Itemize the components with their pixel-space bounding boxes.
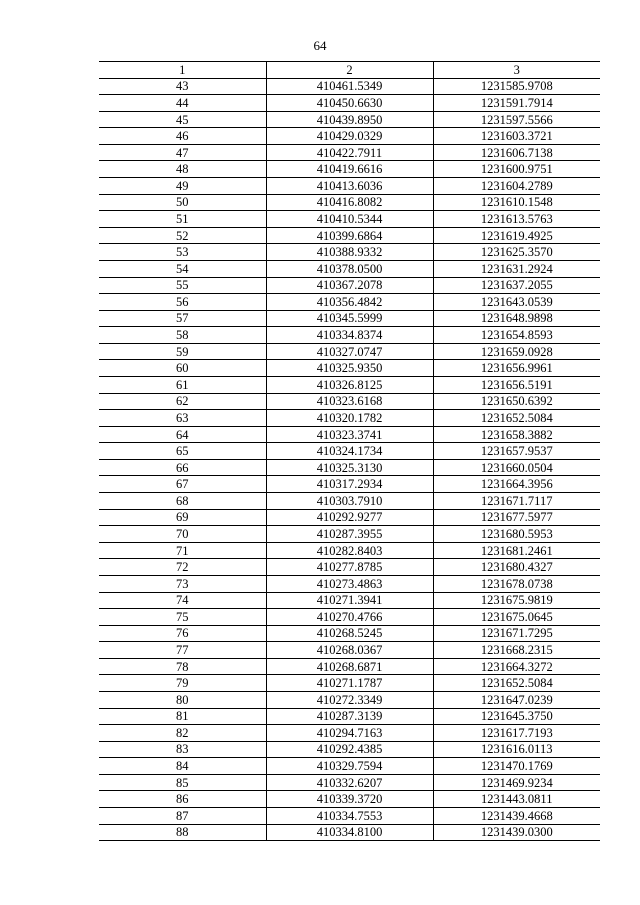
y-coordinate-cell: 1231469.9234	[433, 774, 600, 791]
point-number-cell: 47	[99, 144, 266, 161]
table-row	[99, 575, 600, 592]
point-number-cell: 52	[99, 227, 266, 244]
point-number-cell: 79	[99, 675, 266, 692]
table-row	[99, 426, 600, 443]
y-coordinate-cell: 1231677.5977	[433, 509, 600, 526]
y-coordinate-cell: 1231439.0300	[433, 824, 600, 841]
y-coordinate-cell: 1231656.5191	[433, 376, 600, 393]
point-number-cell: 58	[99, 327, 266, 344]
x-coordinate-cell: 410294.7163	[266, 725, 433, 742]
point-number-cell: 83	[99, 741, 266, 758]
y-coordinate-cell: 1231671.7117	[433, 493, 600, 510]
y-coordinate-cell: 1231678.0738	[433, 575, 600, 592]
table-row	[99, 658, 600, 675]
table-row	[99, 360, 600, 377]
point-number-cell: 49	[99, 178, 266, 195]
page-number: 64	[313, 38, 327, 53]
table-row	[99, 758, 600, 775]
y-coordinate-cell: 1231647.0239	[433, 691, 600, 708]
y-coordinate-cell: 1231610.1548	[433, 194, 600, 211]
table-row	[99, 227, 600, 244]
table-row	[99, 260, 600, 277]
y-coordinate-cell: 1231659.0928	[433, 343, 600, 360]
y-coordinate-cell: 1231600.9751	[433, 161, 600, 178]
x-coordinate-cell: 410287.3139	[266, 708, 433, 725]
point-number-cell: 67	[99, 476, 266, 493]
y-coordinate-cell: 1231645.3750	[433, 708, 600, 725]
column-header-1: 1	[99, 62, 266, 79]
x-coordinate-cell: 410292.4385	[266, 741, 433, 758]
point-number-cell: 46	[99, 128, 266, 145]
point-number-cell: 78	[99, 658, 266, 675]
table-row	[99, 808, 600, 825]
table-row	[99, 791, 600, 808]
x-coordinate-cell: 410419.6616	[266, 161, 433, 178]
table-row	[99, 559, 600, 576]
x-coordinate-cell: 410287.3955	[266, 526, 433, 543]
x-coordinate-cell: 410272.3349	[266, 691, 433, 708]
point-number-cell: 80	[99, 691, 266, 708]
table-row	[99, 609, 600, 626]
x-coordinate-cell: 410334.8374	[266, 327, 433, 344]
table-row	[99, 708, 600, 725]
table-body	[99, 78, 600, 841]
table-row	[99, 78, 600, 95]
point-number-cell: 44	[99, 95, 266, 112]
point-number-cell: 48	[99, 161, 266, 178]
point-number-cell: 71	[99, 542, 266, 559]
point-number-cell: 63	[99, 410, 266, 427]
table-row	[99, 642, 600, 659]
table-row	[99, 725, 600, 742]
y-coordinate-cell: 1231591.7914	[433, 95, 600, 112]
y-coordinate-cell: 1231613.5763	[433, 211, 600, 228]
y-coordinate-cell: 1231631.2924	[433, 260, 600, 277]
point-number-cell: 59	[99, 343, 266, 360]
x-coordinate-cell: 410450.6630	[266, 95, 433, 112]
table-row	[99, 691, 600, 708]
table-row	[99, 128, 600, 145]
y-coordinate-cell: 1231603.3721	[433, 128, 600, 145]
point-number-cell: 60	[99, 360, 266, 377]
y-coordinate-cell: 1231681.2461	[433, 542, 600, 559]
x-coordinate-cell: 410273.4863	[266, 575, 433, 592]
table-row	[99, 443, 600, 460]
point-number-cell: 62	[99, 393, 266, 410]
y-coordinate-cell: 1231680.5953	[433, 526, 600, 543]
point-number-cell: 75	[99, 609, 266, 626]
column-header-3: 3	[433, 62, 600, 79]
y-coordinate-cell: 1231585.9708	[433, 78, 600, 95]
coordinates-table	[99, 61, 600, 841]
y-coordinate-cell: 1231617.7193	[433, 725, 600, 742]
table-row	[99, 824, 600, 841]
x-coordinate-cell: 410268.5245	[266, 625, 433, 642]
table-row	[99, 592, 600, 609]
table-row	[99, 459, 600, 476]
x-coordinate-cell: 410345.5999	[266, 310, 433, 327]
point-number-cell: 68	[99, 493, 266, 510]
column-header-2: 2	[266, 62, 433, 79]
table-row	[99, 542, 600, 559]
y-coordinate-cell: 1231664.3956	[433, 476, 600, 493]
y-coordinate-cell: 1231656.9961	[433, 360, 600, 377]
table-row	[99, 376, 600, 393]
point-number-cell: 76	[99, 625, 266, 642]
table-row	[99, 774, 600, 791]
x-coordinate-cell: 410325.3130	[266, 459, 433, 476]
point-number-cell: 88	[99, 824, 266, 841]
table-row	[99, 111, 600, 128]
x-coordinate-cell: 410327.0747	[266, 343, 433, 360]
y-coordinate-cell: 1231606.7138	[433, 144, 600, 161]
point-number-cell: 70	[99, 526, 266, 543]
x-coordinate-cell: 410323.3741	[266, 426, 433, 443]
table-row	[99, 741, 600, 758]
x-coordinate-cell: 410271.3941	[266, 592, 433, 609]
table-row	[99, 410, 600, 427]
x-coordinate-cell: 410429.0329	[266, 128, 433, 145]
x-coordinate-cell: 410320.1782	[266, 410, 433, 427]
table-row	[99, 526, 600, 543]
table-row	[99, 327, 600, 344]
y-coordinate-cell: 1231619.4925	[433, 227, 600, 244]
y-coordinate-cell: 1231660.0504	[433, 459, 600, 476]
point-number-cell: 45	[99, 111, 266, 128]
header-row	[99, 62, 600, 79]
table-row	[99, 493, 600, 510]
point-number-cell: 54	[99, 260, 266, 277]
table-row	[99, 244, 600, 261]
point-number-cell: 87	[99, 808, 266, 825]
x-coordinate-cell: 410399.6864	[266, 227, 433, 244]
y-coordinate-cell: 1231671.7295	[433, 625, 600, 642]
y-coordinate-cell: 1231668.2315	[433, 642, 600, 659]
point-number-cell: 64	[99, 426, 266, 443]
y-coordinate-cell: 1231643.0539	[433, 294, 600, 311]
x-coordinate-cell: 410367.2078	[266, 277, 433, 294]
table-row	[99, 675, 600, 692]
point-number-cell: 74	[99, 592, 266, 609]
point-number-cell: 72	[99, 559, 266, 576]
point-number-cell: 86	[99, 791, 266, 808]
y-coordinate-cell: 1231652.5084	[433, 410, 600, 427]
table-row	[99, 277, 600, 294]
x-coordinate-cell: 410410.5344	[266, 211, 433, 228]
x-coordinate-cell: 410439.8950	[266, 111, 433, 128]
x-coordinate-cell: 410270.4766	[266, 609, 433, 626]
x-coordinate-cell: 410268.6871	[266, 658, 433, 675]
y-coordinate-cell: 1231443.0811	[433, 791, 600, 808]
table-row	[99, 144, 600, 161]
x-coordinate-cell: 410356.4842	[266, 294, 433, 311]
x-coordinate-cell: 410325.9350	[266, 360, 433, 377]
table-row	[99, 625, 600, 642]
point-number-cell: 65	[99, 443, 266, 460]
x-coordinate-cell: 410282.8403	[266, 542, 433, 559]
x-coordinate-cell: 410324.1734	[266, 443, 433, 460]
x-coordinate-cell: 410323.6168	[266, 393, 433, 410]
point-number-cell: 50	[99, 194, 266, 211]
point-number-cell: 84	[99, 758, 266, 775]
y-coordinate-cell: 1231470.1769	[433, 758, 600, 775]
y-coordinate-cell: 1231680.4327	[433, 559, 600, 576]
table-row	[99, 343, 600, 360]
x-coordinate-cell: 410413.6036	[266, 178, 433, 195]
point-number-cell: 73	[99, 575, 266, 592]
x-coordinate-cell: 410326.8125	[266, 376, 433, 393]
point-number-cell: 51	[99, 211, 266, 228]
y-coordinate-cell: 1231616.0113	[433, 741, 600, 758]
point-number-cell: 66	[99, 459, 266, 476]
table-row	[99, 95, 600, 112]
y-coordinate-cell: 1231675.9819	[433, 592, 600, 609]
y-coordinate-cell: 1231597.5566	[433, 111, 600, 128]
point-number-cell: 61	[99, 376, 266, 393]
table-row	[99, 211, 600, 228]
x-coordinate-cell: 410378.0500	[266, 260, 433, 277]
x-coordinate-cell: 410339.3720	[266, 791, 433, 808]
point-number-cell: 81	[99, 708, 266, 725]
table-row	[99, 310, 600, 327]
x-coordinate-cell: 410334.8100	[266, 824, 433, 841]
point-number-cell: 85	[99, 774, 266, 791]
table-row	[99, 161, 600, 178]
x-coordinate-cell: 410334.7553	[266, 808, 433, 825]
table-row	[99, 194, 600, 211]
point-number-cell: 57	[99, 310, 266, 327]
y-coordinate-cell: 1231604.2789	[433, 178, 600, 195]
y-coordinate-cell: 1231658.3882	[433, 426, 600, 443]
y-coordinate-cell: 1231637.2055	[433, 277, 600, 294]
point-number-cell: 77	[99, 642, 266, 659]
y-coordinate-cell: 1231664.3272	[433, 658, 600, 675]
table-row	[99, 509, 600, 526]
x-coordinate-cell: 410388.9332	[266, 244, 433, 261]
y-coordinate-cell: 1231648.9898	[433, 310, 600, 327]
x-coordinate-cell: 410461.5349	[266, 78, 433, 95]
table-row	[99, 393, 600, 410]
point-number-cell: 56	[99, 294, 266, 311]
x-coordinate-cell: 410303.7910	[266, 493, 433, 510]
table-row	[99, 476, 600, 493]
point-number-cell: 69	[99, 509, 266, 526]
table-row	[99, 178, 600, 195]
x-coordinate-cell: 410416.8082	[266, 194, 433, 211]
y-coordinate-cell: 1231625.3570	[433, 244, 600, 261]
y-coordinate-cell: 1231657.9537	[433, 443, 600, 460]
x-coordinate-cell: 410268.0367	[266, 642, 433, 659]
y-coordinate-cell: 1231650.6392	[433, 393, 600, 410]
point-number-cell: 82	[99, 725, 266, 742]
point-number-cell: 55	[99, 277, 266, 294]
y-coordinate-cell: 1231652.5084	[433, 675, 600, 692]
x-coordinate-cell: 410332.6207	[266, 774, 433, 791]
y-coordinate-cell: 1231654.8593	[433, 327, 600, 344]
x-coordinate-cell: 410317.2934	[266, 476, 433, 493]
x-coordinate-cell: 410329.7594	[266, 758, 433, 775]
point-number-cell: 43	[99, 78, 266, 95]
table-header	[99, 62, 600, 79]
table-row	[99, 294, 600, 311]
x-coordinate-cell: 410271.1787	[266, 675, 433, 692]
x-coordinate-cell: 410422.7911	[266, 144, 433, 161]
y-coordinate-cell: 1231439.4668	[433, 808, 600, 825]
x-coordinate-cell: 410292.9277	[266, 509, 433, 526]
x-coordinate-cell: 410277.8785	[266, 559, 433, 576]
point-number-cell: 53	[99, 244, 266, 261]
y-coordinate-cell: 1231675.0645	[433, 609, 600, 626]
